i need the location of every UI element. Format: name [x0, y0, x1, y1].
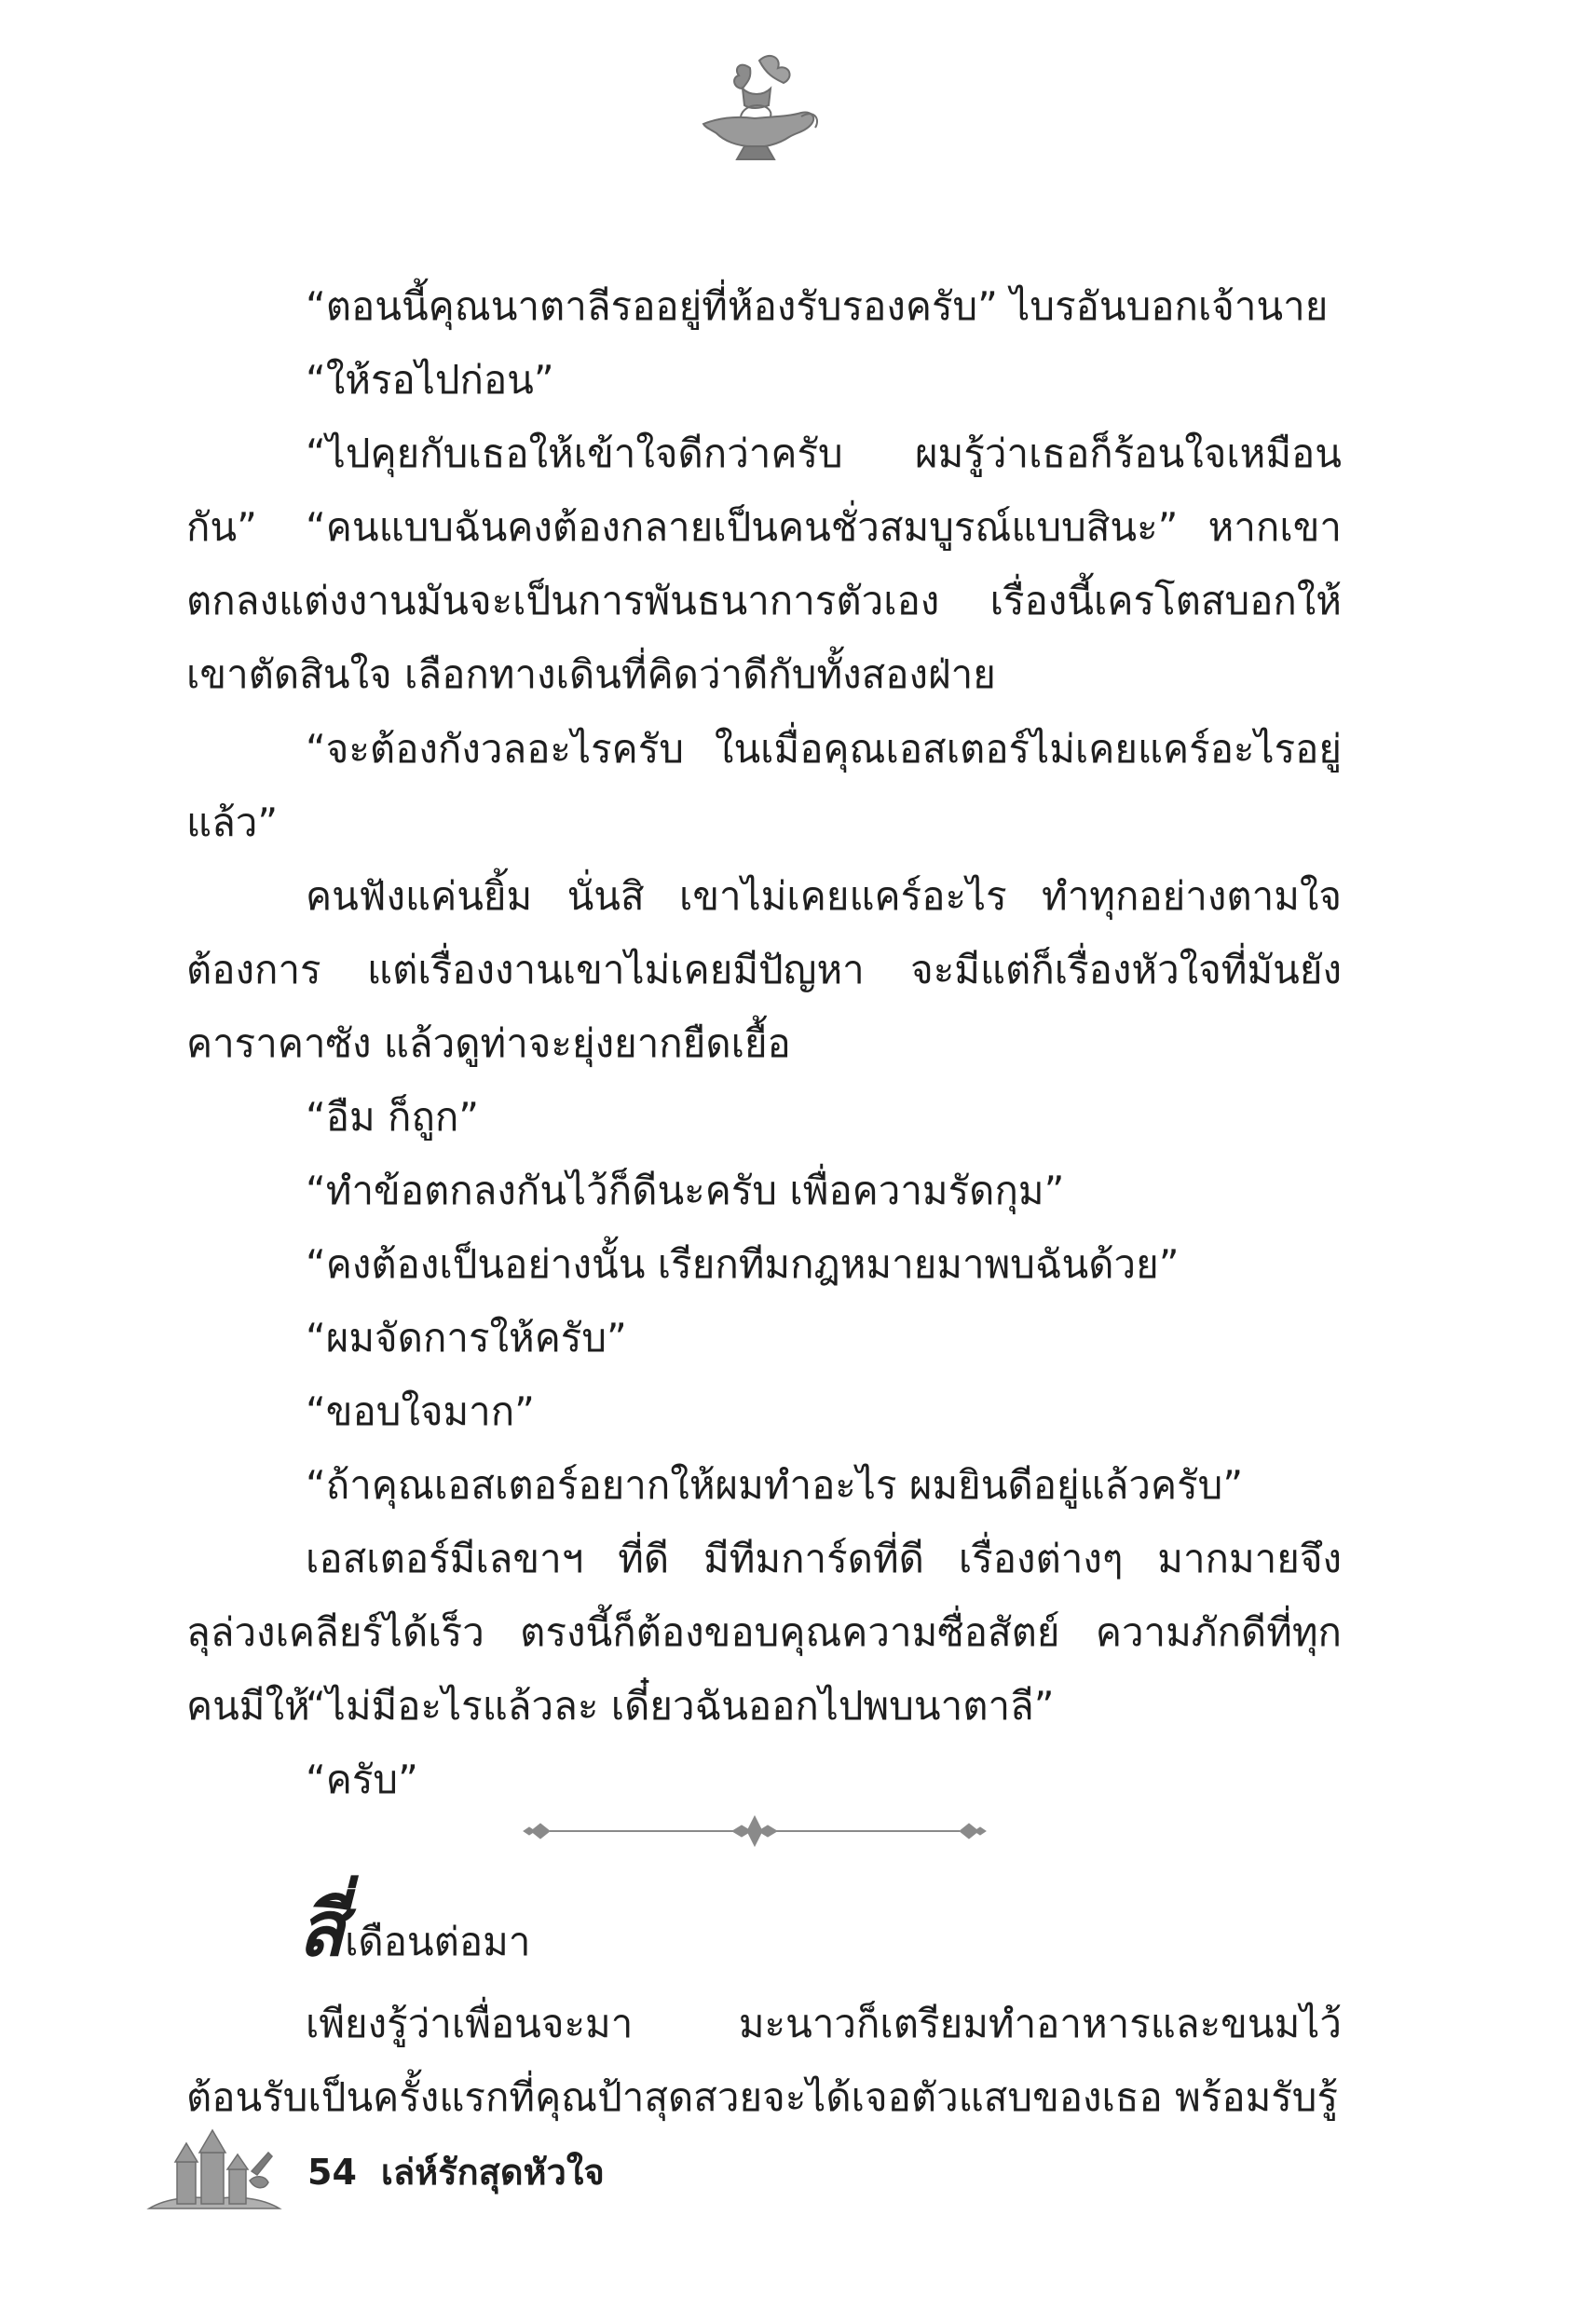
- paragraph-11: “ขอบใจมาก”: [306, 1388, 535, 1434]
- paragraph-14: “ไม่มีอะไรแล้วละ เดี๋ยวฉันออกไปพบนาตาลี”: [306, 1683, 1055, 1729]
- paragraph-12: “ถ้าคุณเอสเตอร์อยากให้ผมทำอะไร ผมยินดีอยู่แล้วครับ”: [306, 1462, 1244, 1508]
- paragraph-16: เพียงรู้ว่าเพื่อนจะมา มะนาวก็เตรียมทำอาหารและขนมไว้ต้อนรับเป็นครั้งแรกที่คุณป้าสุดสวยจะได้เจอตัวแสบของเธอ พร้อมรับรู้: [186, 2001, 1342, 2120]
- genie-lamp-icon: [685, 51, 825, 168]
- paragraph-3: “ไปคุยกับเธอให้เข้าใจดีกว่าครับ ผมรู้ว่าเธอก็ร้อนใจเหมือนกัน”: [186, 431, 1342, 550]
- paragraph-6: คนฟังแค่นยิ้ม นั่นสิ เขาไม่เคยแคร์อะไร ทำทุกอย่างตามใจต้องการ แต่เรื่องงานเขาไม่เคยมีปัญหา จะมีแต่ก็เรื่องหัวใจที่มันยังคาราคาซัง แล้วดูท่าจะยุ่งยากยืดเยื้อ: [186, 873, 1342, 1066]
- ornament-divider-icon: [522, 1812, 988, 1850]
- paragraph-5: “จะต้องกังวลอะไรครับ ในเมื่อคุณเอสเตอร์ไม่เคยแคร์อะไรอยู่แล้ว”: [186, 726, 1342, 845]
- paragraph-13: เอสเตอร์มีเลขาฯ ที่ดี มีทีมการ์ดที่ดี เรื่องต่างๆ มากมายจึงลุล่วงเคลียร์ได้เร็ว ตรงนี้ก็ต้องขอบคุณความซื่อสัตย์ ความภักดีที่ทุกคนมีให้: [186, 1536, 1342, 1729]
- paragraph-7: “อืม ก็ถูก”: [306, 1094, 480, 1140]
- paragraph-9: “คงต้องเป็นอย่างนั้น เรียกทีมกฎหมายมาพบฉันด้วย”: [306, 1241, 1180, 1287]
- paragraph-4: “คนแบบฉันคงต้องกลายเป็นคนชั่วสมบูรณ์แบบสินะ” หากเขาตกลงแต่งงานมันจะเป็นการพันธนาการตัวเอง เรื่องนี้เครโตสบอกให้เขาตัดสินใจ เลือกทางเดินที่คิดว่าดีกับทั้งสองฝ่าย: [186, 504, 1342, 697]
- paragraph-8: “ทำข้อตกลงกันไว้ก็ดีนะครับ เพื่อความรัดกุม”: [306, 1168, 1065, 1213]
- page-footer: [307, 2143, 605, 2200]
- chapter-opening-text: เดือนต่อมา: [345, 1919, 531, 1964]
- paragraph-2: “ให้รอไปก่อน”: [306, 357, 554, 403]
- page-number: 54: [307, 2152, 357, 2193]
- book-title: เล่ห์รักสุดหัวใจ: [380, 2152, 605, 2193]
- paragraph-1: “ตอนนี้คุณนาตาลีรออยู่ที่ห้องรับรองครับ” ไบรอันบอกเจ้านาย: [306, 283, 1329, 329]
- drop-cap-word: สี่: [298, 1884, 346, 1974]
- castle-icon: [140, 2115, 289, 2218]
- chapter-opening: [298, 1882, 530, 1976]
- paragraph-10: “ผมจัดการให้ครับ”: [306, 1315, 627, 1361]
- paragraph-15: “ครับ”: [306, 1757, 418, 1802]
